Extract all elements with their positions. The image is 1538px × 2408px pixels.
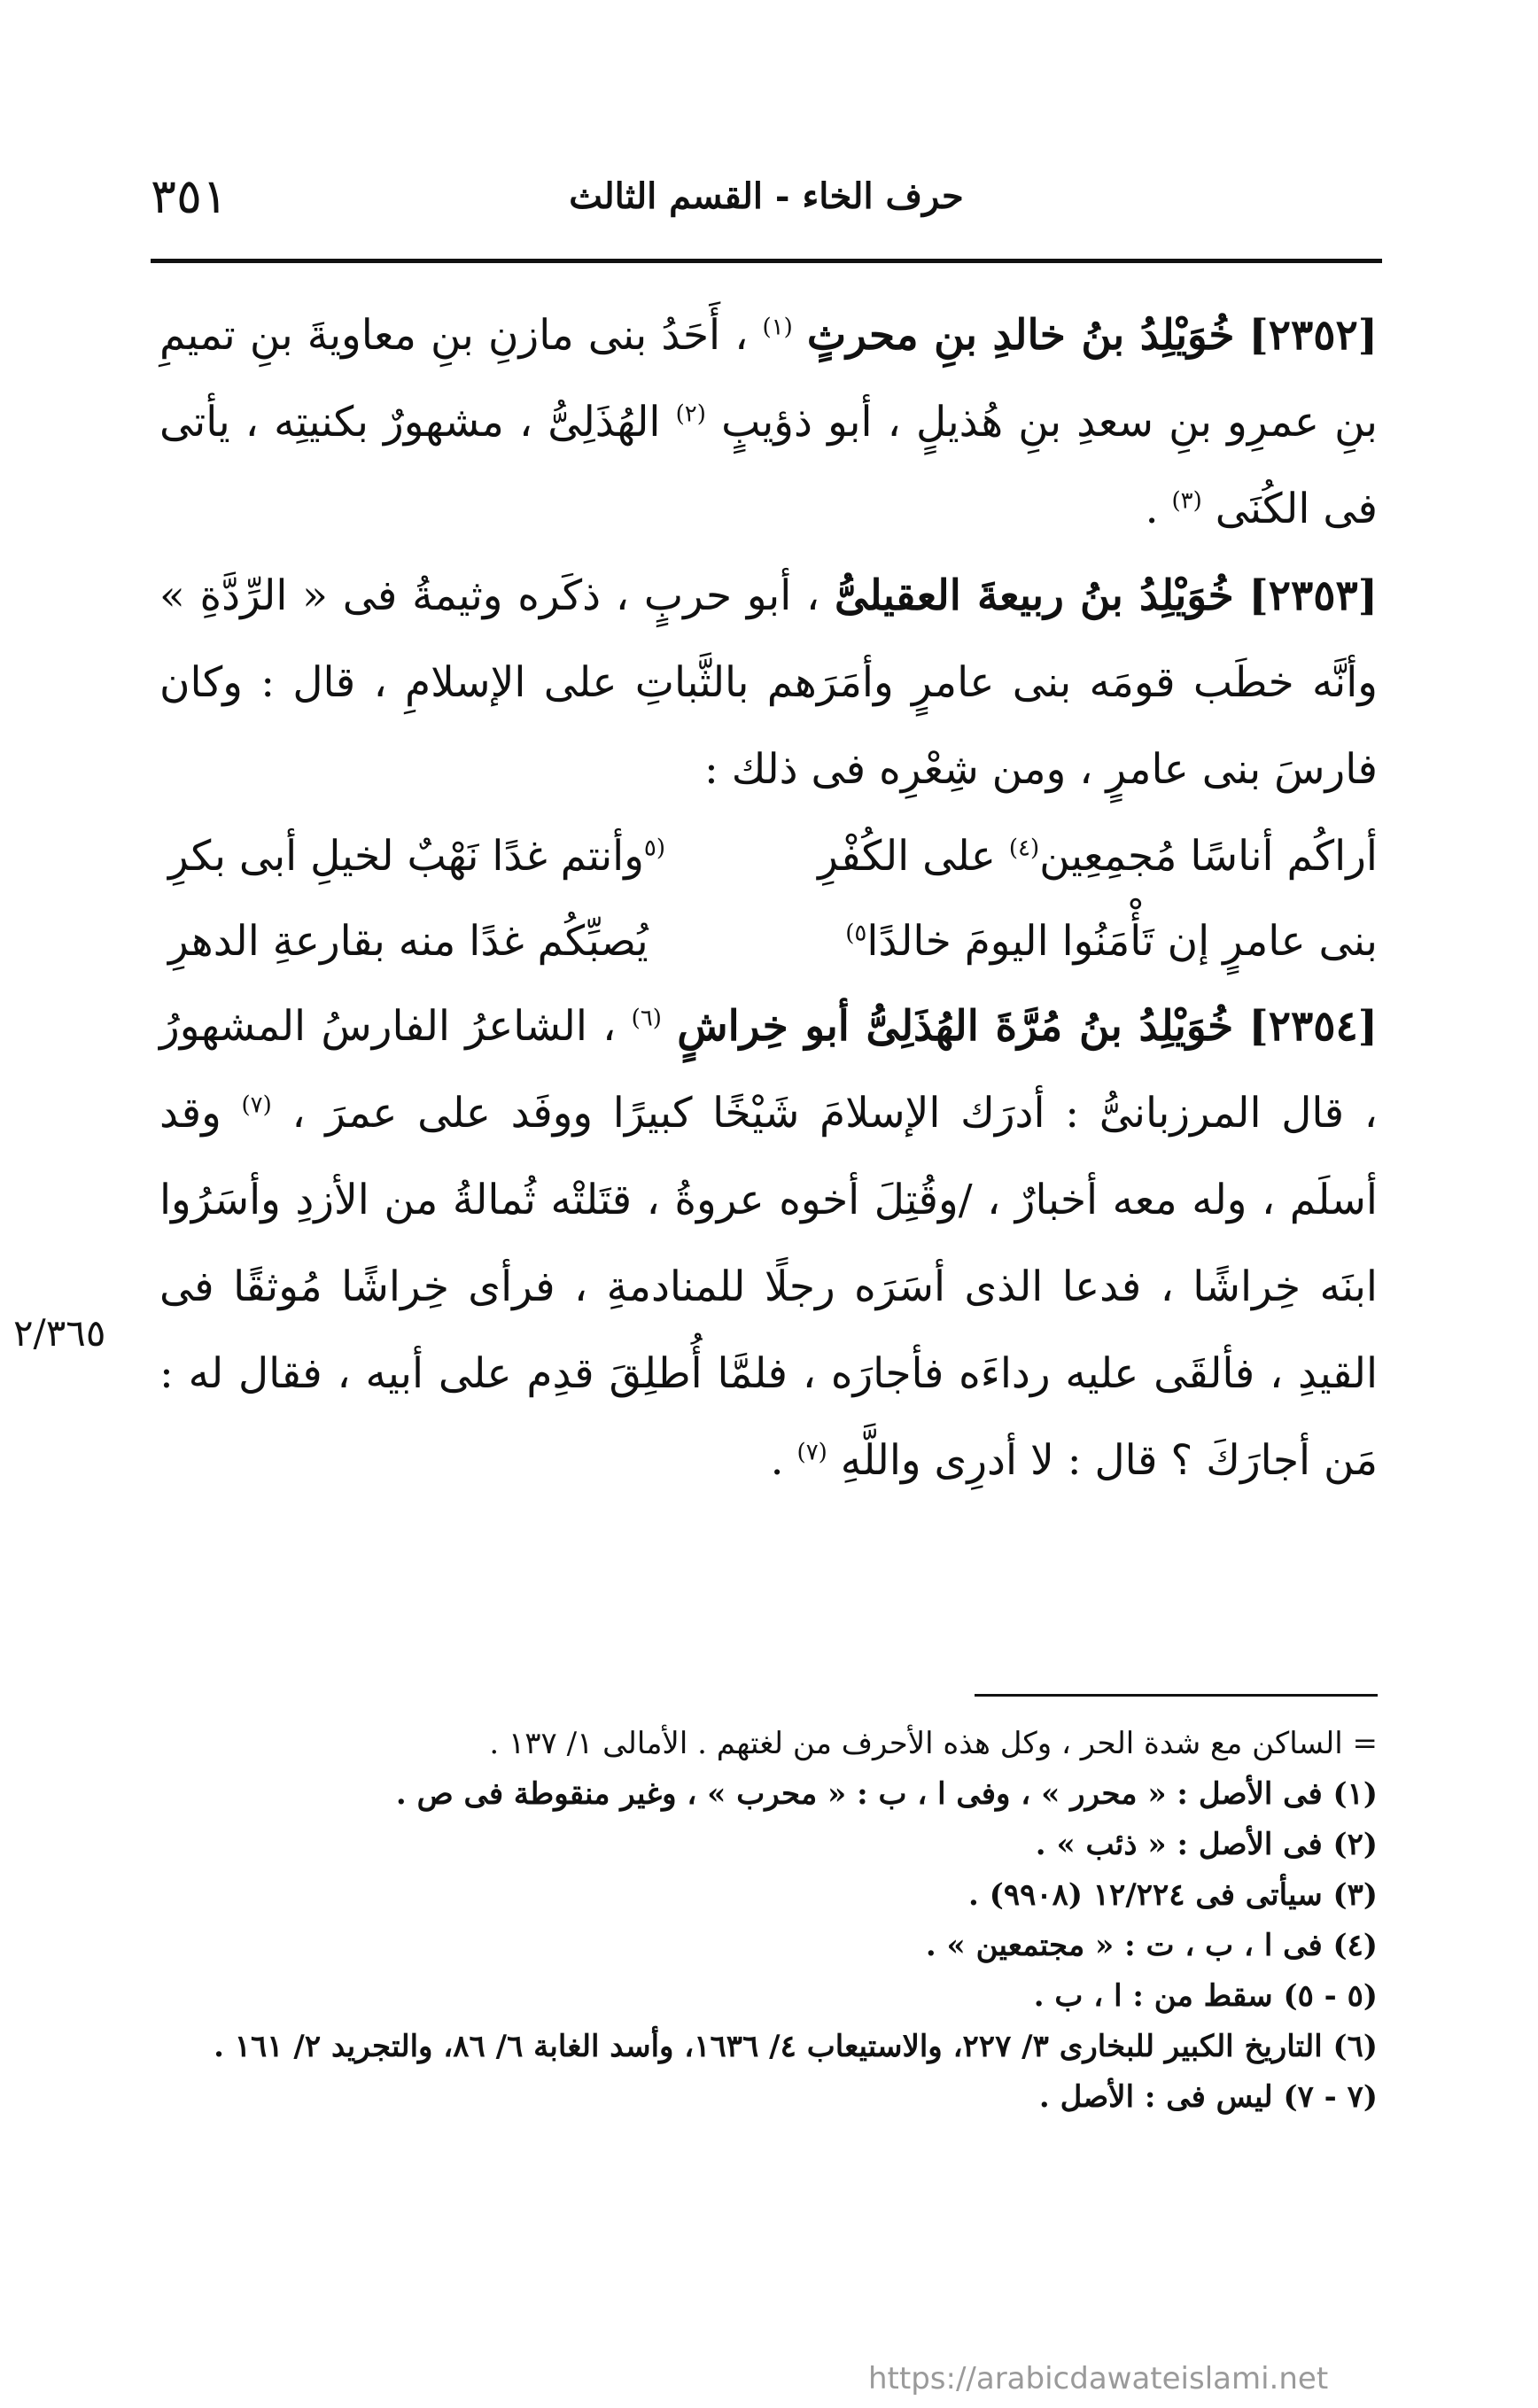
running-title: حرف الخاء - القسم الثالث [569, 175, 964, 217]
footnote-marker: (١) [762, 314, 793, 341]
entry-text: وقد أسلَم ، وله معه أخبارٌ ، /وقُتِلَ أخوه عروةُ ، قتَلتْه ثُمالةُ من الأزدِ وأسَرُوا ابنَه خِراشًا ، فدعا الذى أسَرَه رجلًا للمنادمةِ ، فرأى خِراشًا مُوثقًا فى القيدِ ، فألقَى عليه رداءَه فأجارَه ، فلمَّا أُطلِقَ قدِم على أبيه ، فقال له : مَن أجارَكَ ؟ قال : لا أدرِى واللَّهِ [159, 1089, 1378, 1485]
verse-text: على الكُفْرِ [818, 832, 996, 881]
footnote: = الساكن مع شدة الحر ، وكل هذه الأحرف من لغتهم . الأمالى ١/ ١٣٧ . [489, 1726, 1378, 1761]
footnote: (٦) التاريخ الكبير للبخارى ٣/ ٢٢٧، والاستيعاب ٤/ ١٦٣٦، وأسد الغابة ٦/ ٨٦، والتجريد ٢/ ١٦١ . [214, 2029, 1378, 2064]
entry-text: ، الشاعرُ الفارسُ المشهورُ ، قال المرزبانىُّ : أدرَك الإسلامَ شَيْخًا كبيرًا ووفَد على عمرَ ، [159, 1002, 1378, 1138]
footnote: (٧ - ٧) ليس فى : الأصل . [1038, 2079, 1378, 2115]
entry-text: . [770, 1436, 784, 1485]
verse-hemistich-second [168, 813, 665, 900]
footnote: (١) فى الأصل : « محرر » ، وفى ا ، ب : « محرب » ، وغير منقوطة فى ص . [395, 1776, 1378, 1812]
footnote-rule [975, 1694, 1378, 1697]
header-rule [151, 259, 1382, 263]
entry-2353 [159, 553, 1378, 813]
poem-verse [159, 813, 1378, 898]
verse-text: وأنتم غدًا نَهْبٌ لخيلِ أبى بكرِ [168, 832, 644, 881]
poem-verse [159, 898, 1378, 983]
main-text [159, 292, 1378, 1504]
footnote-marker: (٦) [631, 1005, 662, 1032]
page-number: ٣٥١ [151, 168, 229, 224]
verse-text: أراكُم أناسًا مُجمِعِين [1039, 832, 1378, 881]
footnote-marker: (٥ [643, 835, 666, 862]
footnote-marker: (٧) [796, 1439, 827, 1466]
entry-name: خُوَيْلِدُ بنُ مُرَّةَ الهُذَلِىُّ أبو خِراشٍ [677, 1002, 1234, 1051]
watermark-url: https://arabicdawateislami.net [868, 2361, 1329, 2396]
margin-volume-reference: ٢/٣٦٥ [13, 1311, 106, 1355]
verse-hemistich-first [845, 898, 1378, 985]
entry-2352 [159, 292, 1378, 553]
verse-text: بنى عامرٍ إن تَأْمَنُوا اليومَ خالدًا [866, 917, 1378, 966]
entry-text: ، أَحَدُ بنى مازنِ بنِ معاويةَ بنِ تميمِ بنِ عمرِو بنِ سعدِ بنِ هُذيلٍ ، أبو ذؤيبٍ [159, 311, 1378, 447]
entry-text: . [1145, 485, 1159, 533]
footnote: (٤) فى ا ، ب ، ت : « مجتمعين » . [925, 1928, 1378, 1963]
footnote: (٣) سيأتى فى ١٢/٢٢٤ (٩٩٠٨) . [968, 1877, 1378, 1913]
footnote-marker: (٧) [241, 1091, 272, 1119]
footnote-marker: ٥) [845, 920, 867, 947]
entry-text: الهُذَلِىُّ ، مشهورٌ بكنيتِه ، يأتى فى الكُنَى [159, 398, 1378, 533]
footnote-marker: (٢) [675, 400, 706, 428]
footnote: (٥ - ٥) سقط من : ا ، ب . [1033, 1978, 1378, 2014]
verse-text: يُصبِّكُم غدًا منه بقارعةِ الدهرِ [168, 917, 649, 966]
entry-name: خُوَيْلِدُ بنُ ربيعةَ العقيلىُّ [835, 571, 1234, 620]
entry-2354 [159, 983, 1378, 1504]
footnote-marker: (٣) [1171, 487, 1202, 515]
page-header [151, 168, 1382, 248]
verse-hemistich-second [168, 898, 649, 985]
verse-hemistich-first [818, 813, 1378, 900]
footnote: (٢) فى الأصل : « ذئب » . [1035, 1827, 1378, 1862]
entry-number: [٢٣٥٢] [1248, 311, 1378, 360]
entry-number: [٢٣٥٣] [1248, 571, 1378, 620]
footnotes [159, 1719, 1378, 2123]
entry-number: [٢٣٥٤] [1248, 1002, 1378, 1051]
footnote-marker: (٤) [1008, 835, 1040, 862]
entry-name: خُوَيْلِدُ بنُ خالدِ بنِ محرثٍ [806, 311, 1235, 360]
entry-text: ، أبو حربٍ ، ذكَره وثيمةُ فى « الرِّدَّةِ » وأنَّه خطَب قومَه بنى عامرٍ وأمَرَهم بالثَّباتِ على الإسلامِ ، قال : وكان فارسَ بنى عامرٍ ، ومن شِعْرِه فى ذلك : [159, 571, 1378, 794]
